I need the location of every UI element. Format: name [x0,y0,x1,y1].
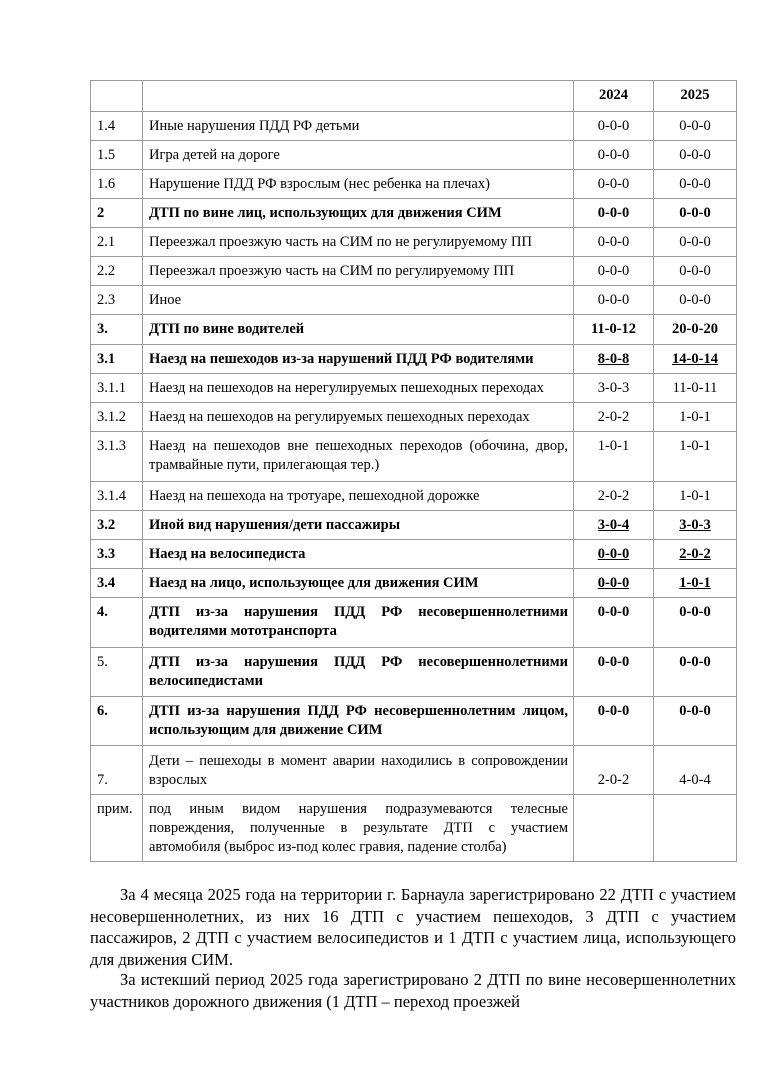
row-num: 3.4 [91,569,143,598]
value-2025: 4-0-4 [654,746,737,795]
header-year-2025: 2025 [654,81,737,112]
table-row [91,482,737,511]
table-row-subsection [91,511,737,540]
value-2025: 0-0-0 [654,228,737,257]
row-label: под иным видом нарушения подразумеваются телесные повреждения, полученные в результате ДТП с участием автомобиля (выброс из-под колес гравия, падение столба) [143,795,574,862]
value-2024: 0-0-0 [574,286,654,315]
row-num: 3.1.4 [91,482,143,511]
table-row-section [91,648,737,697]
table-row-subsection [91,345,737,374]
value-2024: 2-0-2 [574,482,654,511]
header-year-2024: 2024 [574,81,654,112]
value-2025: 1-0-1 [654,432,737,482]
row-label: Переезжал проезжую часть на СИМ по не регулируемому ПП [143,228,574,257]
value-2024: 0-0-0 [574,228,654,257]
row-num: 7. [91,746,143,795]
row-num: 3.2 [91,511,143,540]
value-2024: 3-0-3 [574,374,654,403]
table-row [91,228,737,257]
value-2024: 0-0-0 [574,199,654,228]
row-num: 2 [91,199,143,228]
row-num: 1.5 [91,141,143,170]
value-2024: 0-0-0 [574,540,654,569]
row-label: Наезд на пешеходов на регулируемых пешеходных переходах [143,403,574,432]
value-2025 [654,795,737,862]
value-2024: 0-0-0 [574,598,654,648]
row-num: 3.1.1 [91,374,143,403]
table-row [91,170,737,199]
row-num: 3.3 [91,540,143,569]
value-2025: 0-0-0 [654,697,737,746]
statistics-table [90,80,737,862]
value-2025: 0-0-0 [654,598,737,648]
value-2024: 0-0-0 [574,569,654,598]
table-row [91,374,737,403]
row-num: 2.3 [91,286,143,315]
value-2024: 0-0-0 [574,141,654,170]
row-num: 2.2 [91,257,143,286]
row-label: Иное [143,286,574,315]
row-num: 3.1 [91,345,143,374]
row-label: Иной вид нарушения/дети пассажиры [143,511,574,540]
table-row [91,746,737,795]
row-label: Наезд на велосипедиста [143,540,574,569]
table-row-section [91,598,737,648]
paragraph-text: За истекший период 2025 года зарегистрировано 2 ДТП по вине несовершеннолетних участников дорожного движения (1 ДТП – переход проезжей [90,970,736,1011]
table-row-subsection [91,540,737,569]
value-2024: 0-0-0 [574,170,654,199]
row-label: Наезд на пешеходов из-за нарушений ПДД РФ водителями [143,345,574,374]
value-2025: 0-0-0 [654,648,737,697]
row-label: ДТП по вине лиц, использующих для движения СИМ [143,199,574,228]
value-2025: 2-0-2 [654,540,737,569]
value-2024: 0-0-0 [574,648,654,697]
row-num: 3.1.2 [91,403,143,432]
table-row-section [91,199,737,228]
value-2024: 0-0-0 [574,112,654,141]
value-2024: 1-0-1 [574,432,654,482]
row-label: Наезд на лицо, использующее для движения СИМ [143,569,574,598]
row-label: Дети – пешеходы в момент аварии находились в сопровождении взрослых [143,746,574,795]
table-row [91,112,737,141]
row-num: 4. [91,598,143,648]
value-2025: 20-0-20 [654,315,737,345]
row-num: 6. [91,697,143,746]
table-row [91,141,737,170]
row-label: ДТП из-за нарушения ПДД РФ несовершеннолетним лицом, использующим для движение СИМ [143,697,574,746]
value-2025: 0-0-0 [654,112,737,141]
value-2025: 1-0-1 [654,403,737,432]
row-label: Иные нарушения ПДД РФ детьми [143,112,574,141]
value-2024: 2-0-2 [574,746,654,795]
value-2025: 0-0-0 [654,170,737,199]
table-row [91,403,737,432]
table-row [91,257,737,286]
row-label: ДТП из-за нарушения ПДД РФ несовершеннолетними водителями мототранспорта [143,598,574,648]
value-2025: 3-0-3 [654,511,737,540]
paragraph-summary [90,884,736,970]
value-2025: 1-0-1 [654,482,737,511]
value-2024: 0-0-0 [574,257,654,286]
value-2024: 2-0-2 [574,403,654,432]
row-label: Игра детей на дороге [143,141,574,170]
row-label: Наезд на пешеходов вне пешеходных переходов (обочина, двор, трамвайные пути, прилегающая тер.) [143,432,574,482]
row-num: прим. [91,795,143,862]
table-row-section [91,315,737,345]
row-num: 1.4 [91,112,143,141]
row-num: 2.1 [91,228,143,257]
value-2024: 0-0-0 [574,697,654,746]
table-row-note [91,795,737,862]
row-label: ДТП из-за нарушения ПДД РФ несовершеннолетними велосипедистами [143,648,574,697]
row-num: 1.6 [91,170,143,199]
row-label: Переезжал проезжую часть на СИМ по регулируемому ПП [143,257,574,286]
value-2025: 14-0-14 [654,345,737,374]
row-num: 3. [91,315,143,345]
row-label: Наезд на пешехода на тротуаре, пешеходной дорожке [143,482,574,511]
row-label: Наезд на пешеходов на нерегулируемых пешеходных переходах [143,374,574,403]
row-num: 5. [91,648,143,697]
value-2024: 11-0-12 [574,315,654,345]
table-row-subsection [91,569,737,598]
row-label: Нарушение ПДД РФ взрослым (нес ребенка на плечах) [143,170,574,199]
value-2024 [574,795,654,862]
value-2024: 3-0-4 [574,511,654,540]
value-2025: 0-0-0 [654,141,737,170]
value-2025: 0-0-0 [654,257,737,286]
value-2025: 1-0-1 [654,569,737,598]
value-2025: 11-0-11 [654,374,737,403]
row-num: 3.1.3 [91,432,143,482]
row-label: ДТП по вине водителей [143,315,574,345]
paragraph-text: За 4 месяца 2025 года на территории г. Барнаула зарегистрировано 22 ДТП с участием несовершеннолетних, из них 16 ДТП с участием пешеходов, 3 ДТП с участием пассажиров, 2 ДТП с участием велосипедистов и 1 ДТП с участием лица, использующего для движения СИМ. [90,885,736,969]
table-header-row [91,81,737,112]
header-num [91,81,143,112]
value-2025: 0-0-0 [654,199,737,228]
value-2025: 0-0-0 [654,286,737,315]
value-2024: 8-0-8 [574,345,654,374]
table-row-section [91,697,737,746]
paragraph-continuation [90,969,736,1012]
table-row [91,432,737,482]
table-row [91,286,737,315]
header-label [143,81,574,112]
